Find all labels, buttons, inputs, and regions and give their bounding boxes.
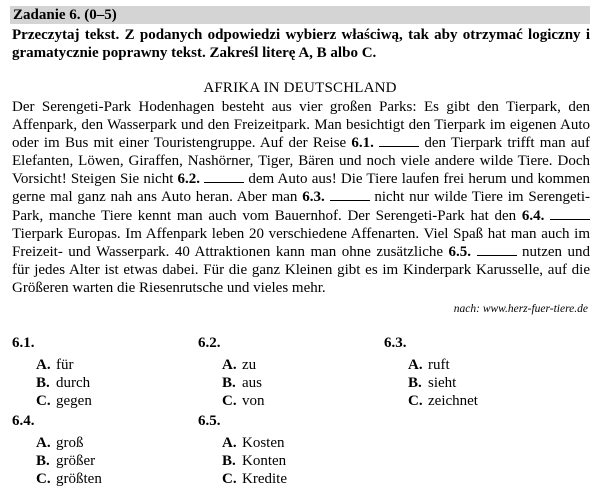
text-segment: nutzen und für jedes Alter ist etwas dabei. Für die ganz Kleinen gibt es im Kinderpark Karusselle, auf die Größeren warten die Riesenrutsche und vieles mehr. (12, 243, 591, 296)
task-instruction: Przeczytaj tekst. Z podanych odpowiedzi wybierz właściwą, tak aby otrzymać logiczny i gramatycznie poprawny tekst. Zakreśl literę A, B albo C. (12, 27, 590, 61)
answer-gap (550, 208, 590, 220)
gap-label: 6.5. (448, 243, 472, 260)
gap-label: 6.4. (521, 207, 545, 224)
option-c[interactable]: C. größten (36, 471, 102, 487)
option-a[interactable]: A. ruft (408, 357, 450, 373)
option-a[interactable]: A. Kosten (222, 435, 285, 451)
option-b[interactable]: B. sieht (408, 375, 457, 391)
option-a[interactable]: A. zu (222, 357, 257, 373)
option-a[interactable]: A. groß (36, 435, 84, 451)
answer-gap (379, 135, 419, 147)
option-c[interactable]: C. gegen (36, 393, 92, 409)
answer-gap (204, 171, 244, 183)
article-title: AFRIKA IN DEUTSCHLAND (203, 80, 397, 96)
question-number: 6.4. (12, 413, 35, 429)
answer-gap (330, 189, 370, 201)
gap-label: 6.3. (302, 189, 325, 206)
gap-label: 6.2. (177, 171, 201, 188)
text-segment: Der Serengeti-Park Hodenhagen besteht aus vier großen Parks: Es gibt den Tierpark, den Affenpark, den Wasserpark und den Freizeitpark. Man besichtigt den Tierpark im eigenen Auto oder im Bus mit einer Touristengruppe. Auf der Reise (12, 99, 590, 152)
question-number: 6.2. (198, 335, 221, 351)
option-b[interactable]: B. größer (36, 453, 96, 469)
question-6-2 (198, 334, 265, 410)
text-segment: nicht nur wilde Tiere im Serengeti-Park, manche Tiere kennt man auch vom Bauernhof. Der Serengeti-Park hat den (12, 189, 590, 224)
source-note: nach: www.herz-fuer-tiere.de (453, 303, 588, 315)
option-c[interactable]: C. zeichnet (408, 393, 478, 409)
option-b[interactable]: B. Konten (222, 453, 287, 469)
option-a[interactable]: A. für (36, 357, 74, 373)
option-c[interactable]: C. von (222, 393, 265, 409)
question-number: 6.3. (384, 335, 407, 351)
article-text (12, 98, 590, 297)
question-6-4 (12, 412, 102, 488)
option-c[interactable]: C. Kredite (222, 471, 287, 487)
question-6-3 (384, 334, 478, 410)
question-6-5 (198, 412, 287, 488)
question-6-1 (12, 334, 92, 410)
option-b[interactable]: B. aus (222, 375, 262, 391)
task-header: Zadanie 6. (0–5) (10, 6, 590, 24)
option-b[interactable]: B. durch (36, 375, 91, 391)
text-segment: dem Auto aus! Die Tiere laufen frei herum und kommen gerne mal ganz nah ans Auto heran. Aber man (12, 171, 590, 206)
text-segment: Tierpark Europas. Im Affenpark leben 20 verschiedene Affenarten. Viel Spaß hat man auch im Freizeit- und Wasserpark. 40 Attraktionen kann man ohne zusätzliche (12, 225, 590, 260)
text-segment: den Tierpark trifft man auf Elefanten, Löwen, Giraffen, Nashörner, Tiger, Bären und noch viele andere wilde Tiere. Doch Vorsicht! Steigen Sie nicht (12, 135, 590, 188)
question-number: 6.1. (12, 335, 35, 351)
gap-label: 6.1. (351, 135, 374, 152)
answer-gap (477, 244, 517, 256)
question-number: 6.5. (198, 413, 221, 429)
